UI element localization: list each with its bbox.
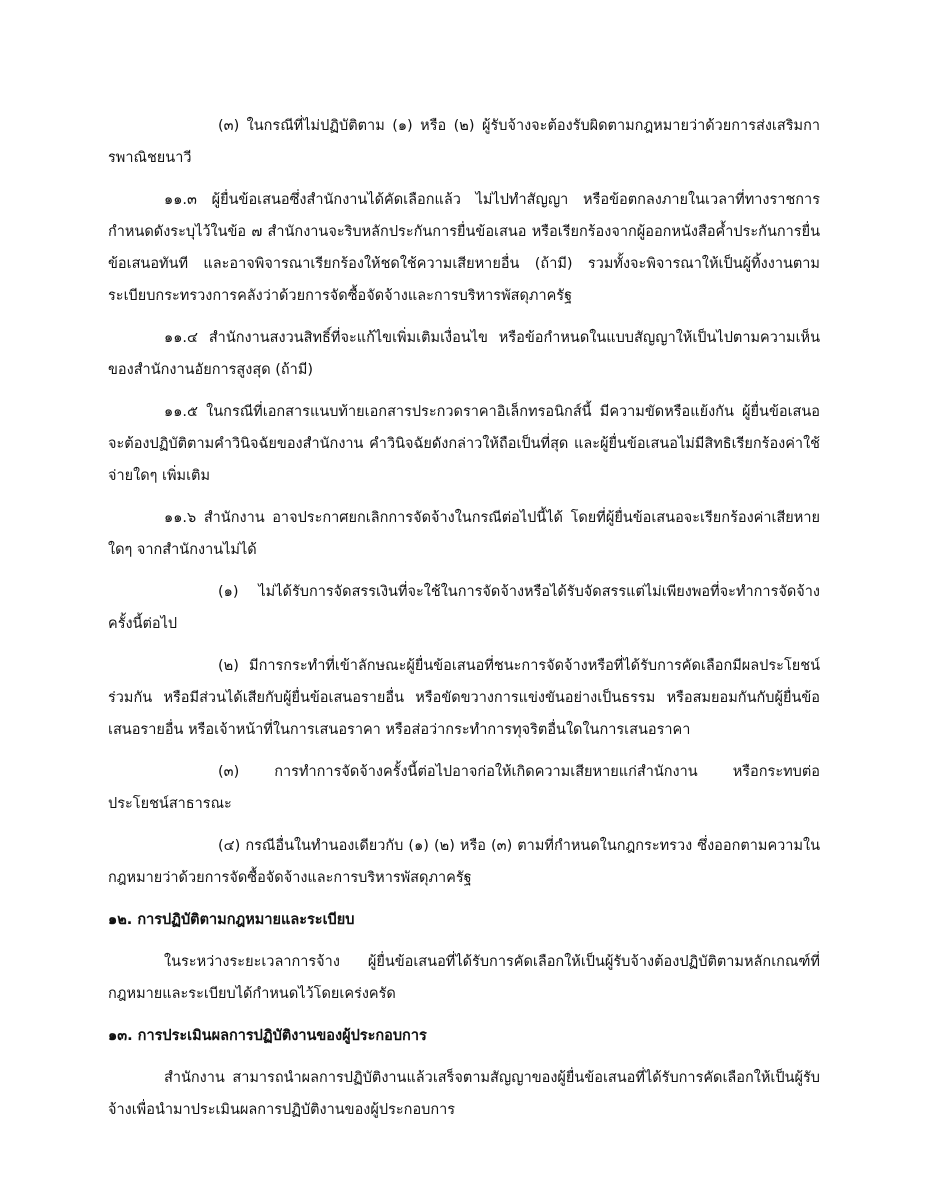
paragraph-11-3: ๑๑.๓ ผู้ยื่นข้อเสนอซึ่งสำนักงานได้คัดเลือกแล้ว ไม่ไปทำสัญญา หรือข้อตกลงภายในเวลาที่ทางราชการกำหนดดังระบุไว้ในข้อ ๗ สำนักงานจะริบหลักประกันการยื่นข้อเสนอ หรือเรียกร้องจากผู้ออกหนังสือค้ำประกันการยื่นข้อเสนอทันที และอาจพิจารณาเรียกร้องให้ชดใช้ความเสียหายอื่น (ถ้ามี) รวมทั้งจะพิจารณาให้เป็นผู้ทิ้งงานตามระเบียบกระทรวงการคลังว่าด้วยการจัดซื้อจัดจ้างและการบริหารพัสดุภาครัฐ [108, 192, 820, 304]
section-12-body: ในระหว่างระยะเวลาการจ้าง ผู้ยื่นข้อเสนอที่ได้รับการคัดเลือกให้เป็นผู้รับจ้างต้องปฏิบัติตามหลักเกณฑ์ที่กฎหมายและระเบียบได้กำหนดไว้โดยเคร่งครัด [108, 954, 820, 1002]
section-13-heading: ๑๓. การประเมินผลการปฏิบัติงานของผู้ประกอบการ [108, 1028, 427, 1044]
document-body [108, 110, 820, 1136]
paragraph-11-6-item-2: (๒) มีการกระทำที่เข้าลักษณะผู้ยื่นข้อเสนอที่ชนะการจัดจ้างหรือที่ได้รับการคัดเลือกมีผลประโยชน์ร่วมกัน หรือมีส่วนได้เสียกับผู้ยื่นข้อเสนอรายอื่น หรือขัดขวางการแข่งขันอย่างเป็นธรรม หรือสมยอมกันกับผู้ยื่นข้อเสนอรายอื่น หรือเจ้าหน้าที่ในการเสนอราคา หรือส่อว่ากระทำการทุจริตอื่นใดในการเสนอราคา [108, 658, 820, 738]
paragraph-11-6-item-1: (๑) ไม่ได้รับการจัดสรรเงินที่จะใช้ในการจัดจ้างหรือได้รับจัดสรรแต่ไม่เพียงพอที่จะทำการจัดจ้างครั้งนี้ต่อไป [108, 584, 820, 632]
paragraph-11-6: ๑๑.๖ สำนักงาน อาจประกาศยกเลิกการจัดจ้างในกรณีต่อไปนี้ได้ โดยที่ผู้ยื่นข้อเสนอจะเรียกร้องค่าเสียหายใดๆ จากสำนักงานไม่ได้ [108, 510, 820, 558]
paragraph-11-6-item-3: (๓) การทำการจัดจ้างครั้งนี้ต่อไปอาจก่อให้เกิดความเสียหายแก่สำนักงาน หรือกระทบต่อประโยชน์สาธารณะ [108, 764, 820, 812]
paragraph-11-6-item-4: (๔) กรณีอื่นในทำนองเดียวกับ (๑) (๒) หรือ (๓) ตามที่กำหนดในกฎกระทรวง ซึ่งออกตามความในกฎหมายว่าด้วยการจัดซื้อจัดจ้างและการบริหารพัสดุภาครัฐ [108, 838, 820, 886]
section-12-heading: ๑๒. การปฏิบัติตามกฎหมายและระเบียบ [108, 912, 355, 928]
paragraph-11-4: ๑๑.๔ สำนักงานสงวนสิทธิ์ที่จะแก้ไขเพิ่มเติมเงื่อนไข หรือข้อกำหนดในแบบสัญญาให้เป็นไปตามความเห็นของสำนักงานอัยการสูงสุด (ถ้ามี) [108, 330, 820, 378]
paragraph-clause-3-maritime: (๓) ในกรณีที่ไม่ปฏิบัติตาม (๑) หรือ (๒) ผู้รับจ้างจะต้องรับผิดตามกฎหมายว่าด้วยการส่งเสริมการพาณิชยนาวี [108, 118, 820, 166]
paragraph-11-5: ๑๑.๕ ในกรณีที่เอกสารแนบท้ายเอกสารประกวดราคาอิเล็กทรอนิกส์นี้ มีความขัดหรือแย้งกัน ผู้ยื่นข้อเสนอจะต้องปฏิบัติตามคำวินิจฉัยของสำนักงาน คำวินิจฉัยดังกล่าวให้ถือเป็นที่สุด และผู้ยื่นข้อเสนอไม่มีสิทธิเรียกร้องค่าใช้จ่ายใดๆ เพิ่มเติม [108, 404, 820, 484]
section-13-body: สำนักงาน สามารถนำผลการปฏิบัติงานแล้วเสร็จตามสัญญาของผู้ยื่นข้อเสนอที่ได้รับการคัดเลือกให้เป็นผู้รับจ้างเพื่อนำมาประเมินผลการปฏิบัติงานของผู้ประกอบการ [108, 1070, 820, 1118]
